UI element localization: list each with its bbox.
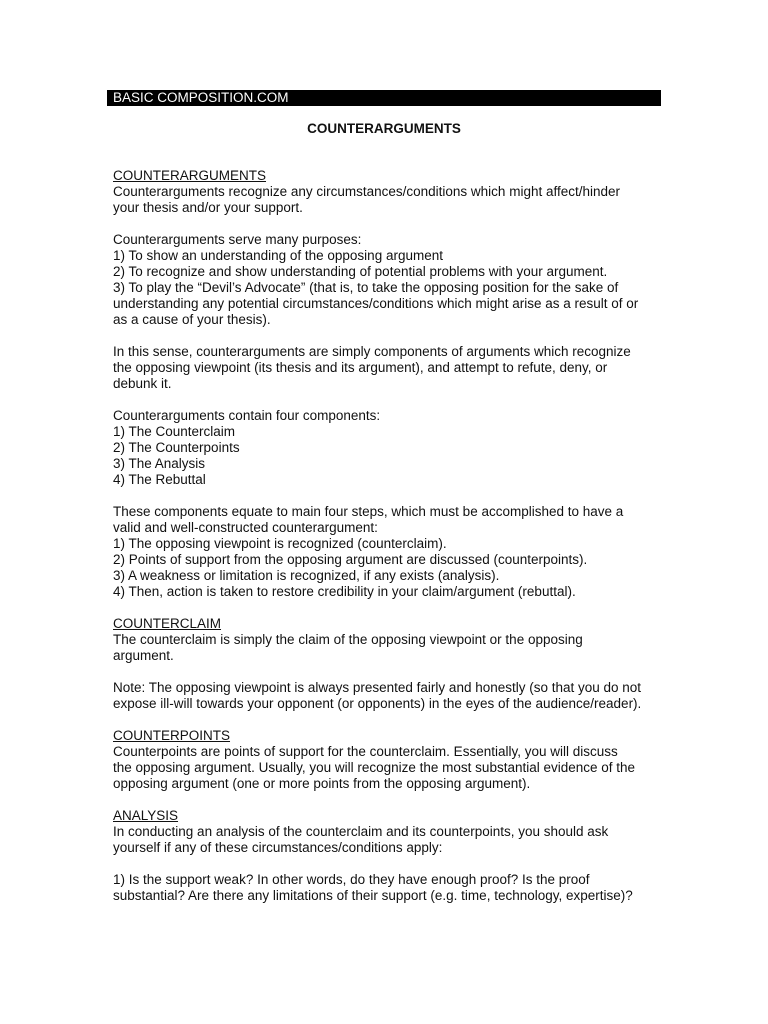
text-line: valid and well-constructed counterargument:	[113, 520, 378, 535]
text-line: understanding any potential circumstances/conditions which might arise as a result of or	[113, 296, 639, 311]
counterclaim-definition	[113, 632, 673, 664]
text-line: Counterarguments contain four components:	[113, 408, 381, 423]
list-item: 2) To recognize and show understanding of potential problems with your argument.	[113, 264, 608, 279]
text-line: expose ill-will towards your opponent (or opponents) in the eyes of the audience/reader).	[113, 696, 642, 711]
text-line: your thesis and/or your support.	[113, 200, 303, 215]
list-item: 2) Points of support from the opposing argument are discussed (counterpoints).	[113, 552, 588, 567]
counterarguments-purposes	[113, 232, 673, 328]
list-item: 4) Then, action is taken to restore credibility in your claim/argument (rebuttal).	[113, 584, 576, 599]
text-line: as a cause of your thesis).	[113, 312, 271, 327]
list-item: 1) To show an understanding of the opposing argument	[113, 248, 443, 263]
list-item: 1) The Counterclaim	[113, 424, 236, 439]
site-header-label: BASIC COMPOSITION.COM	[113, 90, 289, 105]
text-line: substantial? Are there any limitations of their support (e.g. time, technology, expertise)?	[113, 888, 633, 903]
text-line: Counterarguments recognize any circumstances/conditions which might affect/hinder	[113, 184, 621, 199]
analysis-intro	[113, 824, 673, 856]
list-item: 4) The Rebuttal	[113, 472, 206, 487]
text-line: opposing argument (one or more points from the opposing argument).	[113, 776, 531, 791]
text-line: Counterpoints are points of support for the counterclaim. Essentially, you will discuss	[113, 744, 618, 759]
section-heading-counterarguments: COUNTERARGUMENTS	[113, 168, 267, 183]
text-line: the opposing viewpoint (its thesis and its argument), and attempt to refute, deny, or	[113, 360, 608, 375]
list-item: 1) The opposing viewpoint is recognized (counterclaim).	[113, 536, 447, 551]
counterpoints-definition	[113, 744, 673, 792]
text-line: debunk it.	[113, 376, 172, 391]
list-item: 2) The Counterpoints	[113, 440, 240, 455]
list-item: 1) Is the support weak? In other words, do they have enough proof? Is the proof	[113, 872, 590, 887]
section-heading-analysis: ANALYSIS	[113, 808, 179, 823]
site-header-bar	[107, 90, 661, 106]
text-line: The counterclaim is simply the claim of the opposing viewpoint or the opposing	[113, 632, 583, 647]
document-body	[113, 168, 673, 920]
counterarguments-definition	[113, 184, 673, 216]
text-line: yourself if any of these circumstances/conditions apply:	[113, 840, 443, 855]
text-line: In conducting an analysis of the counterclaim and its counterpoints, you should ask	[113, 824, 609, 839]
text-line: argument.	[113, 648, 174, 663]
section-heading-counterclaim: COUNTERCLAIM	[113, 616, 222, 631]
list-item: 3) To play the “Devil’s Advocate” (that is, to take the opposing position for the sake of	[113, 280, 619, 295]
counterarguments-components	[113, 408, 673, 488]
text-line: In this sense, counterarguments are simply components of arguments which recognize	[113, 344, 631, 359]
analysis-question-1	[113, 872, 673, 904]
counterclaim-note	[113, 680, 673, 712]
text-line: the opposing argument. Usually, you will recognize the most substantial evidence of the	[113, 760, 636, 775]
counterarguments-sense	[113, 344, 673, 392]
list-item: 3) The Analysis	[113, 456, 206, 471]
text-line: Counterarguments serve many purposes:	[113, 232, 362, 247]
text-line: These components equate to main four steps, which must be accomplished to have a	[113, 504, 624, 519]
text-line: Note: The opposing viewpoint is always presented fairly and honestly (so that you do not	[113, 680, 642, 695]
counterarguments-steps	[113, 504, 673, 600]
document-title: COUNTERARGUMENTS	[307, 121, 461, 136]
list-item: 3) A weakness or limitation is recognized, if any exists (analysis).	[113, 568, 500, 583]
section-heading-counterpoints: COUNTERPOINTS	[113, 728, 231, 743]
